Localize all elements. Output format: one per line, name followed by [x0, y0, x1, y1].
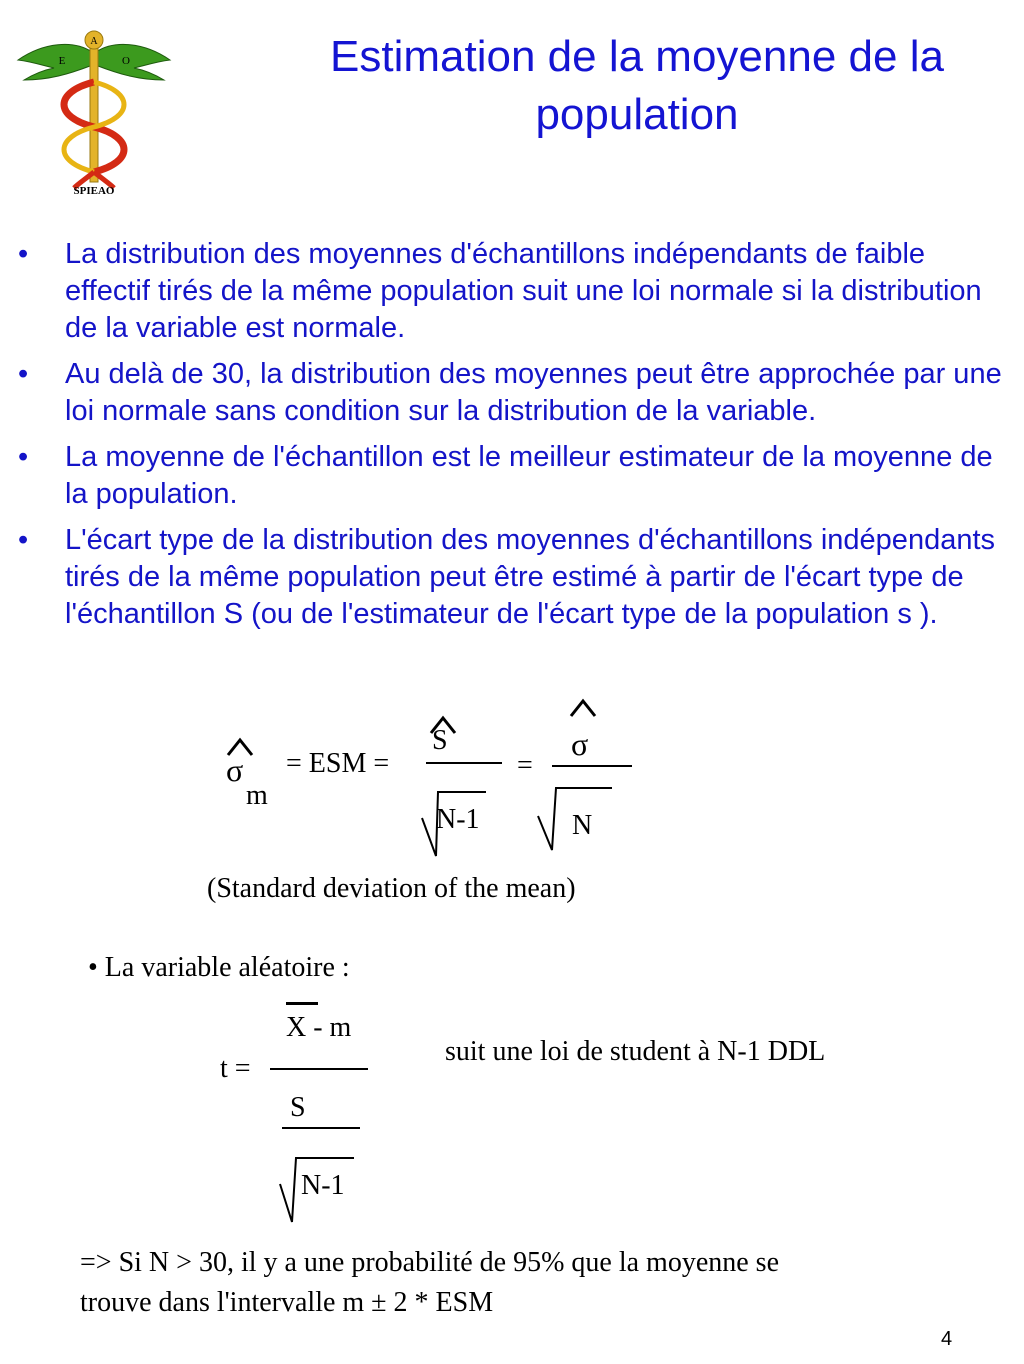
fraction-bar: [426, 762, 502, 764]
bullet-text: La moyenne de l'échantillon est le meilleur estimateur de la moyenne de la population.: [65, 441, 993, 510]
numerator-sigma: σ: [571, 726, 589, 762]
logo-letter-a: A: [90, 36, 98, 47]
esm-equals: = ESM =: [286, 748, 390, 779]
bullet-dot: •: [18, 524, 29, 556]
student-description: suit une loi de student à N-1 DDL: [445, 1036, 826, 1067]
bullet-dot: •: [18, 441, 29, 473]
bullet-item: [18, 439, 1008, 513]
conclusion-line-2: trouve dans l'intervalle m ± 2 * ESM: [80, 1287, 494, 1318]
inner-denominator-n-minus-1: N-1: [301, 1170, 345, 1201]
logo: [14, 22, 174, 200]
logo-caption: SPIEAO: [73, 185, 115, 197]
sigma-symbol: σ: [226, 752, 244, 788]
denominator-n-minus-1: N-1: [436, 804, 480, 835]
caduceus-logo-icon: [14, 22, 174, 200]
hat-icon: [568, 698, 598, 718]
logo-letter-e: E: [58, 55, 66, 67]
conclusion: [80, 1243, 779, 1323]
numerator-s: S: [432, 725, 448, 756]
inner-numerator-s: S: [290, 1092, 306, 1123]
x-bar: [286, 1002, 318, 1005]
bullet-text: La distribution des moyennes d'échantillons indépendants de faible effectif tirés de la même population suit une loi normale si la distribution de la variable est normale.: [65, 238, 982, 344]
inner-fraction-bar: [282, 1127, 360, 1129]
conclusion-line-1: => Si N > 30, il y a une probabilité de 95% que la moyenne se: [80, 1247, 780, 1278]
t-equals: t =: [220, 1053, 251, 1084]
bullet-item: [18, 522, 1008, 633]
bullet-dot: •: [18, 358, 29, 390]
denominator-n: N: [572, 810, 593, 841]
bullet-text: Au delà de 30, la distribution des moyennes peut être approchée par une loi normale sans condition sur la distribution de la variable.: [65, 358, 1002, 427]
logo-letter-o: O: [122, 55, 130, 67]
variable-label: • La variable aléatoire :: [88, 952, 350, 983]
numerator-x-minus-m: X - m: [286, 1012, 352, 1043]
bullet-item: [18, 356, 1008, 430]
main-fraction-bar: [270, 1068, 368, 1070]
fraction-bar: [552, 765, 632, 767]
page-number: 4: [941, 1328, 953, 1350]
bullet-list: [18, 236, 1008, 642]
second-equals: =: [517, 750, 533, 781]
bullet-item: [18, 236, 1008, 347]
bullet-dot: •: [18, 238, 29, 270]
formula-caption: (Standard deviation of the mean): [207, 873, 576, 904]
bullet-text: L'écart type de la distribution des moyennes d'échantillons indépendants tirés de la même population peut être estimé à partir de l'écart type de l'échantillon S (ou de l'estimateur de l'écart type de la population s ).: [65, 524, 996, 630]
title-line-2: population: [535, 90, 739, 139]
page-title: [250, 28, 1024, 144]
sigma-subscript: m: [246, 780, 268, 811]
title-line-1: Estimation de la moyenne de la: [330, 32, 944, 81]
